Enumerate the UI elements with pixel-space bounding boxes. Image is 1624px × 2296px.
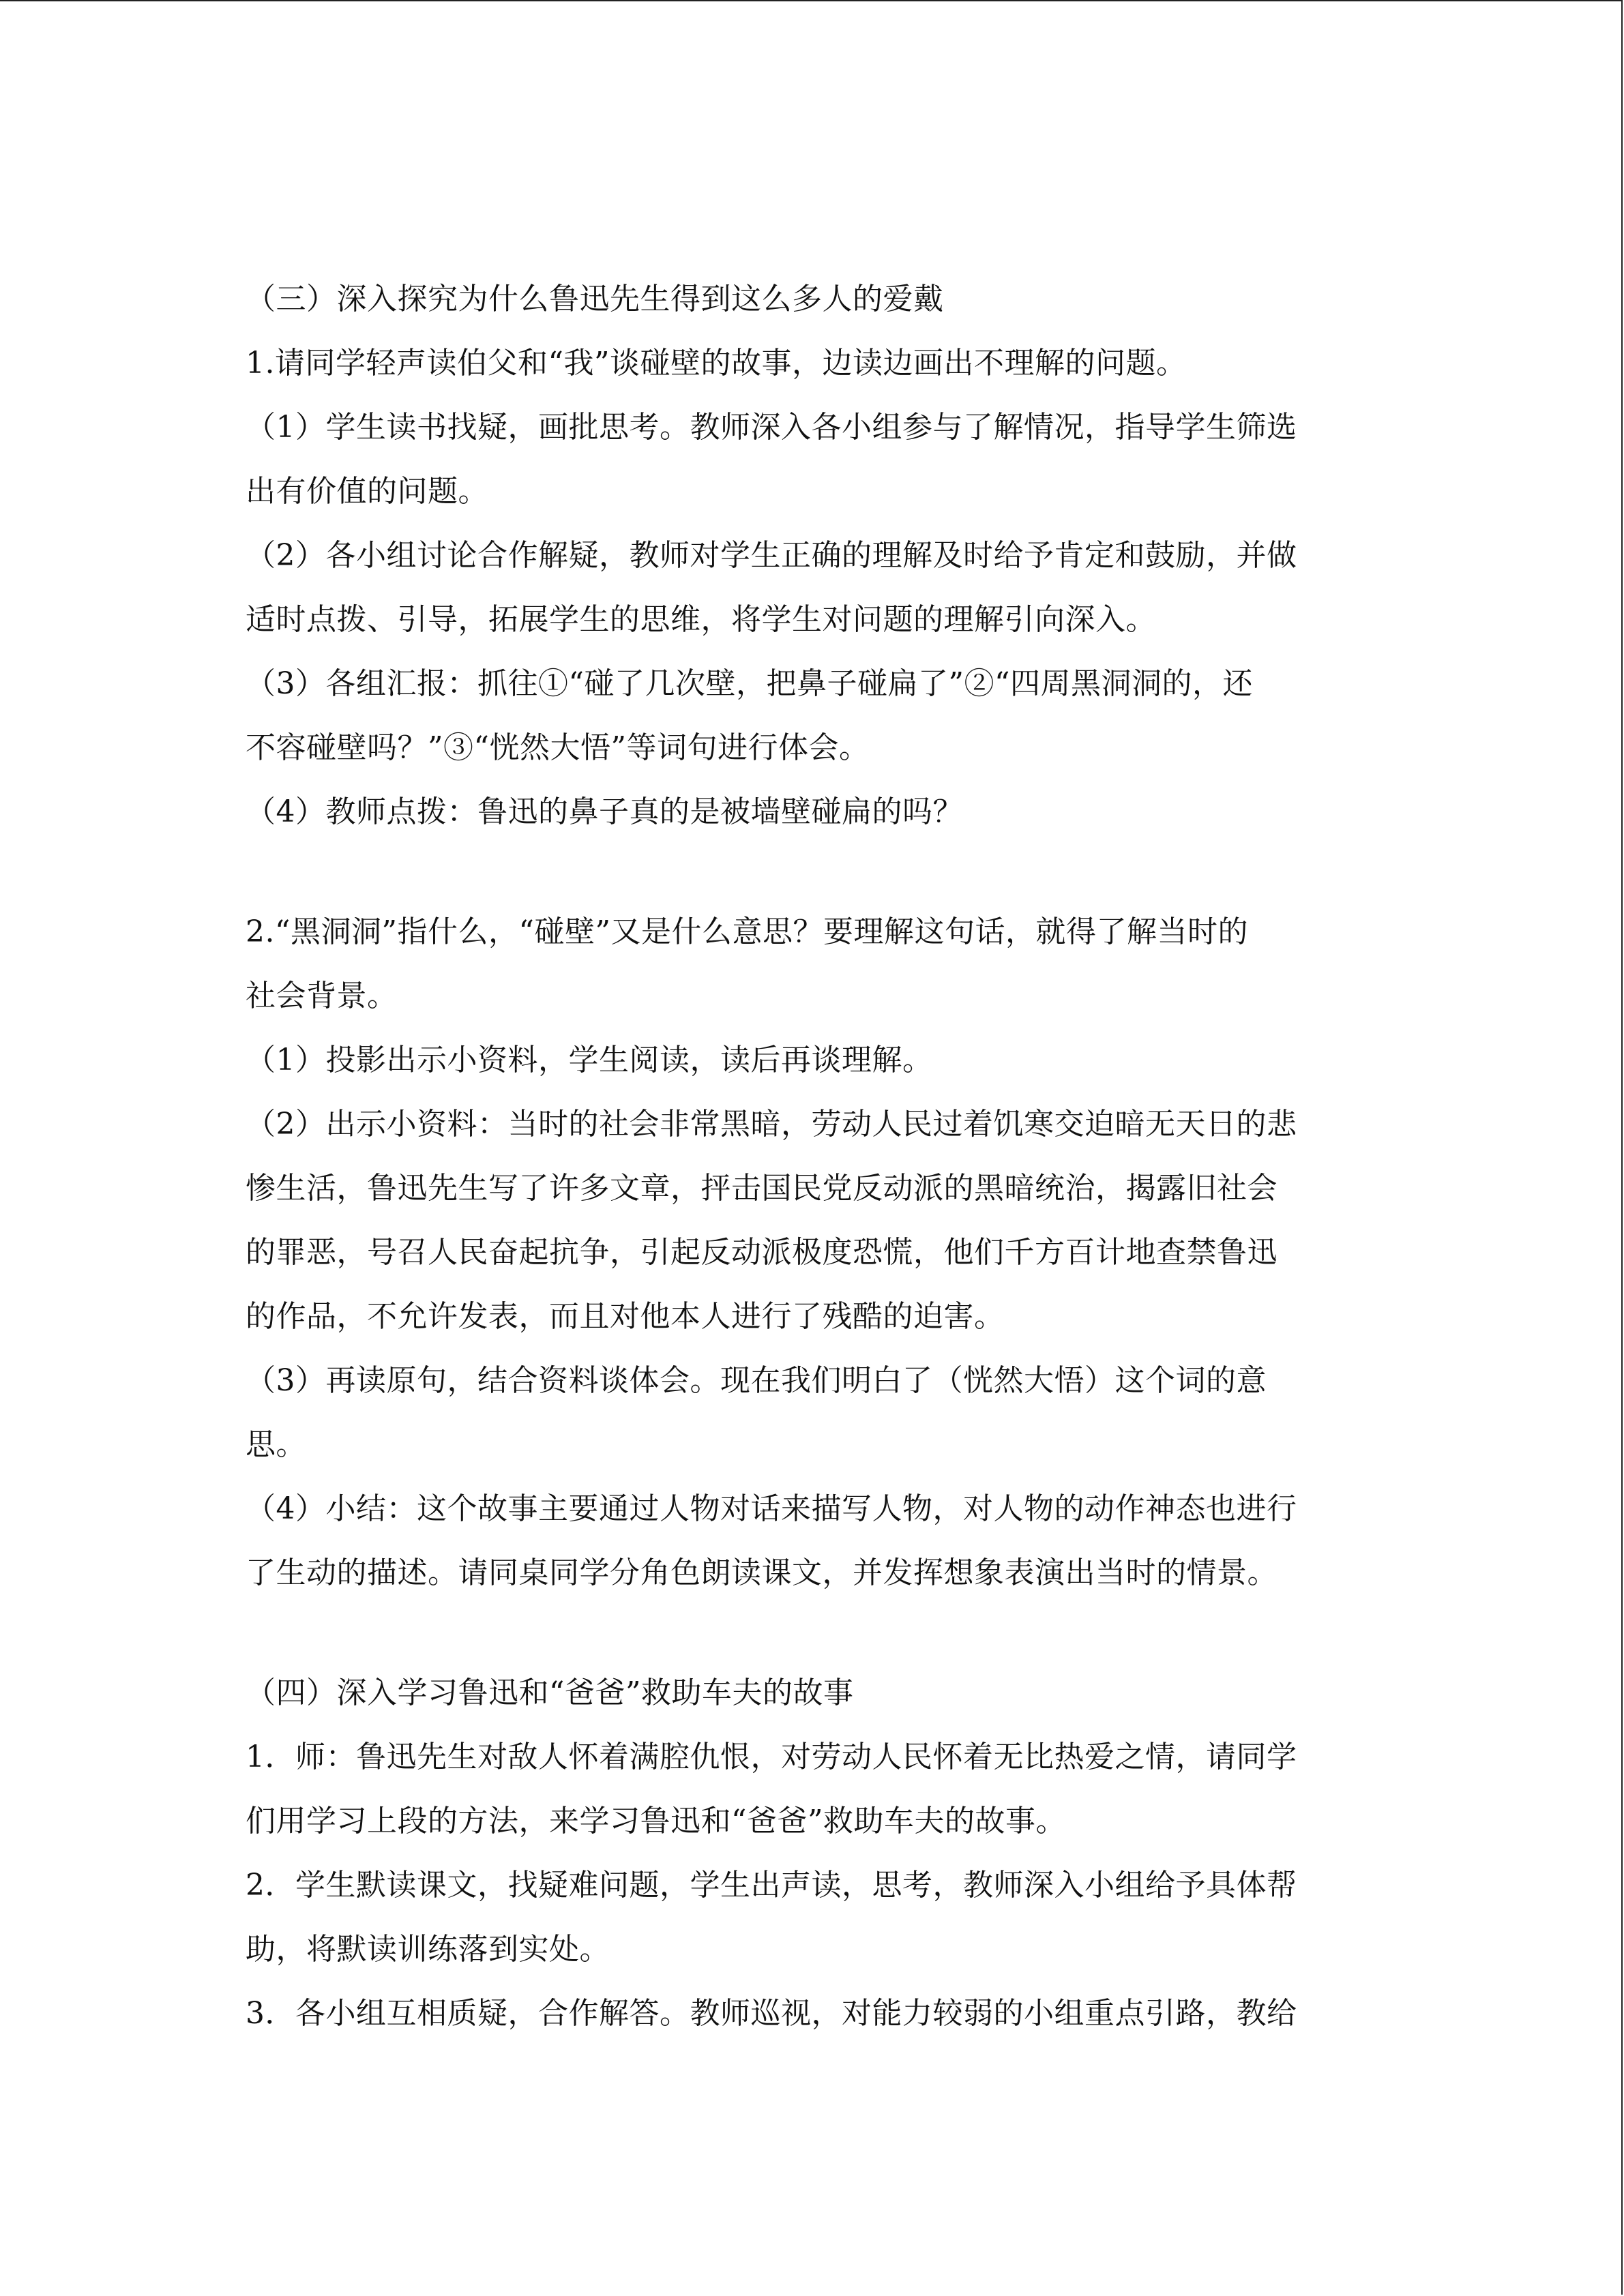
paragraph-line: （1）学生读书找疑，画批思考。教师深入各小组参与了解情况，指导学生筛选 xyxy=(246,410,1297,445)
paragraph-line: 2.“黑洞洞”指什么，“碰壁”又是什么意思？要理解这句话，就得了解当时的 xyxy=(246,914,1248,949)
paragraph-line: 助，将默读训练落到实处。 xyxy=(246,1932,610,1967)
paragraph-line: （3）各组汇报：抓往①“碰了几次壁，把鼻子碰扁了”②“四周黑洞洞的，还 xyxy=(246,666,1253,701)
paragraph-line: （4）小结：这个故事主要通过人物对话来描写人物，对人物的动作神态也进行 xyxy=(246,1491,1297,1526)
paragraph-line: （2）出示小资料：当时的社会非常黑暗，劳动人民过着饥寒交迫暗无天日的悲 xyxy=(246,1107,1297,1142)
paragraph-line: （1）投影出示小资料，学生阅读，读后再谈理解。 xyxy=(246,1043,933,1077)
paragraph-line: 1.请同学轻声读伯父和“我”谈碰壁的故事，边读边画出不理解的问题。 xyxy=(246,346,1187,381)
paragraph-line: 了生动的描述。请同桌同学分角色朗读课文，并发挥想象表演出当时的情景。 xyxy=(246,1555,1278,1590)
paragraph-line: 适时点拨、引导，拓展学生的思维，将学生对问题的理解引向深入。 xyxy=(246,602,1156,637)
paragraph-line: （3）再读原句，结合资料谈体会。现在我们明白了（恍然大悟）这个词的意 xyxy=(246,1363,1267,1398)
paragraph-line: 思。 xyxy=(246,1427,306,1462)
paragraph-line: 们用学习上段的方法，来学习鲁迅和“爸爸”救助车夫的故事。 xyxy=(246,1804,1066,1838)
paragraph-line: 社会背景。 xyxy=(246,979,398,1013)
paragraph-line: 的罪恶，号召人民奋起抗争，引起反动派极度恐慌，他们千方百计地查禁鲁迅 xyxy=(246,1235,1278,1270)
paragraph-line: 不容碰壁吗？”③“恍然大悟”等词句进行体会。 xyxy=(246,730,870,765)
paragraph-line: 1．师：鲁迅先生对敌人怀着满腔仇恨，对劳动人民怀着无比热爱之情，请同学 xyxy=(246,1740,1297,1774)
section-4-heading: （四）深入学习鲁迅和“爸爸”救助车夫的故事 xyxy=(246,1675,854,1710)
paragraph-line: （4）教师点拨：鲁迅的鼻子真的是被墙壁碰扁的吗？ xyxy=(246,794,963,829)
paragraph-gap xyxy=(246,1605,1378,1661)
paragraph-line: 的作品，不允许发表，而且对他本人进行了残酷的迫害。 xyxy=(246,1299,1005,1334)
paragraph-gap xyxy=(246,844,1378,900)
paragraph-line: 2．学生默读课文，找疑难问题，学生出声读，思考，教师深入小组给予具体帮 xyxy=(246,1868,1297,1903)
paragraph-line: 3．各小组互相质疑，合作解答。教师巡视，对能力较弱的小组重点引路，教给 xyxy=(246,1996,1297,2031)
paragraph-line: 惨生活，鲁迅先生写了许多文章，抨击国民党反动派的黑暗统治，揭露旧社会 xyxy=(246,1171,1278,1206)
paragraph-line: 出有价值的问题。 xyxy=(246,474,488,509)
document-body xyxy=(246,267,1378,2046)
paragraph-line: （2）各小组讨论合作解疑，教师对学生正确的理解及时给予肯定和鼓励，并做 xyxy=(246,538,1297,573)
section-3-heading: （三）深入探究为什么鲁迅先生得到这么多人的爱戴 xyxy=(246,282,944,316)
